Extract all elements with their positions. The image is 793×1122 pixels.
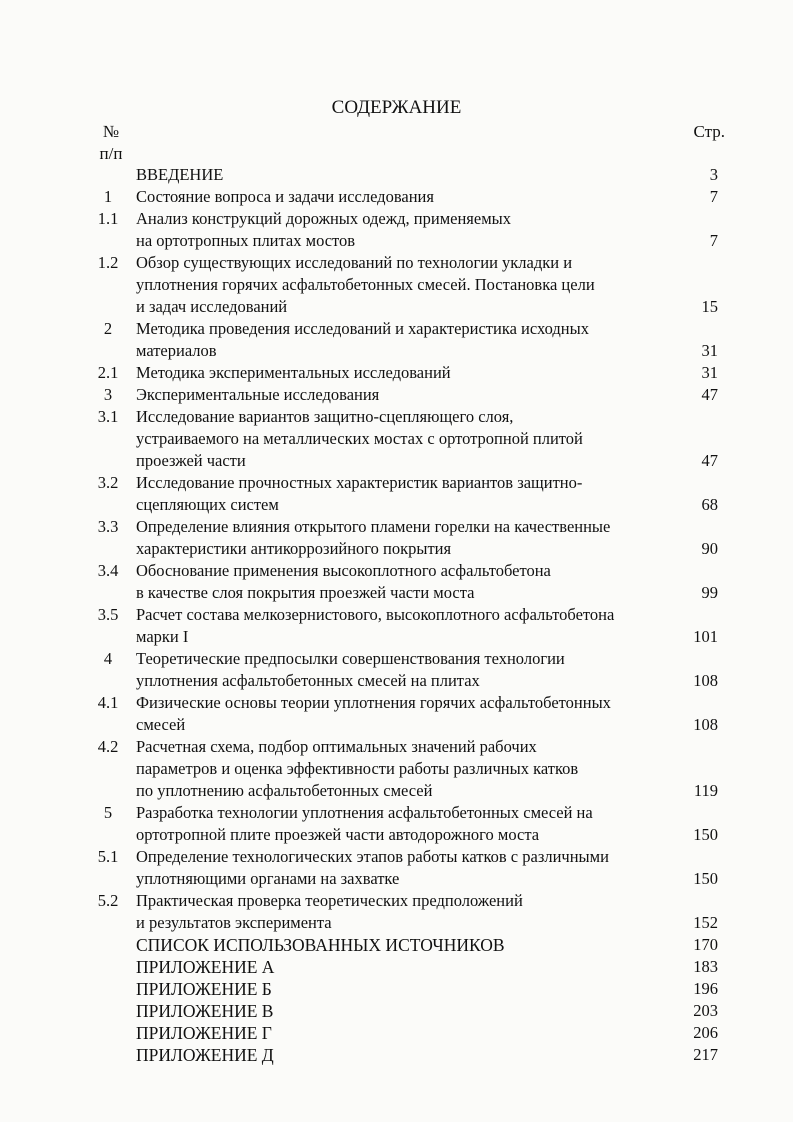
toc-entry-title-line: уплотнения асфальтобетонных смесей на плитах — [136, 671, 480, 690]
toc-entry-title-line: параметров и оценка эффективности работы различных катков — [136, 759, 579, 778]
toc-entry-title — [136, 164, 681, 186]
toc-entry-number: 5 — [103, 803, 113, 822]
toc-entry-page: 7 — [709, 187, 718, 206]
toc-entry-title-line: СПИСОК ИСПОЛЬЗОВАННЫХ ИСТОЧНИКОВ — [136, 935, 505, 955]
page-title: СОДЕРЖАНИЕ — [331, 97, 462, 118]
toc-entry-number: 3.5 — [97, 605, 119, 624]
toc-entry-title-line: Разработка технологии уплотнения асфальтобетонных смесей на — [136, 803, 593, 822]
toc-entry-title-line: характеристики антикоррозийного покрытия — [136, 539, 452, 558]
toc-entry-number: 2.1 — [97, 363, 119, 382]
toc-entry-page: 150 — [693, 825, 718, 844]
toc-entry-number: 4.2 — [97, 737, 119, 756]
toc-entry — [0, 1000, 793, 1022]
toc-entry-title — [136, 648, 681, 692]
toc-entry-title-line: ПРИЛОЖЕНИЕ В — [136, 1001, 274, 1021]
toc-entry — [0, 384, 793, 406]
toc-entry-title-line: на ортотропных плитах мостов — [136, 231, 356, 250]
toc-entry-number: 1 — [103, 187, 113, 206]
toc-entry-title — [136, 384, 681, 406]
toc-entry — [0, 318, 793, 362]
toc-entry-number: 4 — [103, 649, 113, 668]
toc-entry-title-line: Обзор существующих исследований по технологии укладки и — [136, 253, 573, 272]
toc-entry-title-line: Методика экспериментальных исследований — [136, 363, 451, 382]
toc-entry-title — [136, 406, 681, 472]
toc-entry-page: 3 — [709, 165, 718, 184]
toc-entry-page: 31 — [701, 363, 718, 382]
toc-entry-title — [136, 956, 681, 978]
column-header-number-line2: п/п — [99, 144, 123, 163]
toc-entry-page: 47 — [701, 385, 718, 404]
toc-entry-title — [136, 736, 681, 802]
toc-entry-page: 206 — [693, 1023, 718, 1042]
toc-entry-title — [136, 1044, 681, 1066]
column-header-number-line1: № — [102, 122, 120, 141]
toc-entry-number: 5.2 — [97, 891, 119, 910]
toc-entry-title — [136, 890, 681, 934]
toc-entry-title — [136, 1000, 681, 1022]
toc-entry-page: 108 — [693, 715, 718, 734]
column-header-page: Стр. — [693, 122, 725, 141]
toc-entry-title — [136, 604, 681, 648]
toc-entry — [0, 692, 793, 736]
toc-entry-title — [136, 472, 681, 516]
toc-entry-title-line: Теоретические предпосылки совершенствования технологии — [136, 649, 565, 668]
toc-entry-title-line: и результатов эксперимента — [136, 913, 332, 932]
toc-entry-title — [136, 934, 681, 956]
toc-entry-title-line: уплотняющими органами на захватке — [136, 869, 400, 888]
toc-entry — [0, 186, 793, 208]
toc-entry — [0, 648, 793, 692]
toc-entry-page: 99 — [701, 583, 718, 602]
toc-entry-page: 7 — [709, 231, 718, 250]
toc-entry-page: 101 — [693, 627, 718, 646]
toc-entry — [0, 164, 793, 186]
toc-entry-number: 5.1 — [97, 847, 119, 866]
toc-entry-title — [136, 516, 681, 560]
toc-entry — [0, 252, 793, 318]
toc-entry-title — [136, 1022, 681, 1044]
toc-entry-title-line: Определение влияния открытого пламени горелки на качественные — [136, 517, 611, 536]
toc-entry-page: 150 — [693, 869, 718, 888]
toc-entry-title-line: марки I — [136, 627, 189, 646]
toc-entry-number: 1.2 — [97, 253, 119, 272]
toc-entry-number: 3.1 — [97, 407, 119, 426]
toc-entry — [0, 604, 793, 648]
toc-entry-page: 196 — [693, 979, 718, 998]
toc-entry-page: 31 — [701, 341, 718, 360]
toc-entry-title-line: Расчет состава мелкозернистового, высокоплотного асфальтобетона — [136, 605, 615, 624]
toc-entry-title-line: Исследование вариантов защитно-сцепляющего слоя, — [136, 407, 514, 426]
toc-entry-title — [136, 560, 681, 604]
toc-entry-page: 47 — [701, 451, 718, 470]
toc-entry-title-line: Экспериментальные исследования — [136, 385, 380, 404]
toc-entry-title-line: и задач исследований — [136, 297, 288, 316]
toc-entry-title-line: проезжей части — [136, 451, 246, 470]
toc-entry-page: 170 — [693, 935, 718, 954]
toc-entry-title-line: Расчетная схема, подбор оптимальных значений рабочих — [136, 737, 537, 756]
toc-entry — [0, 736, 793, 802]
toc-entry-title — [136, 208, 681, 252]
toc-entry-number: 1.1 — [97, 209, 119, 228]
toc-entry-title-line: Исследование прочностных характеристик вариантов защитно- — [136, 473, 583, 492]
toc-entry — [0, 934, 793, 956]
toc-entry-title-line: ПРИЛОЖЕНИЕ Б — [136, 979, 272, 999]
toc-entry-title-line: Анализ конструкций дорожных одежд, применяемых — [136, 209, 511, 228]
toc-entry — [0, 208, 793, 252]
toc-entry — [0, 472, 793, 516]
toc-entry-title — [136, 802, 681, 846]
toc-entry-number: 3.3 — [97, 517, 119, 536]
toc-entry-title-line: Определение технологических этапов работы катков с различными — [136, 847, 609, 866]
toc-entry-title — [136, 978, 681, 1000]
toc-entry-number: 3.2 — [97, 473, 119, 492]
toc-entry-page: 68 — [701, 495, 718, 514]
toc-entry-title — [136, 362, 681, 384]
toc-entry-title-line: в качестве слоя покрытия проезжей части моста — [136, 583, 475, 602]
column-header-number — [94, 121, 128, 165]
toc-entry-page: 183 — [693, 957, 718, 976]
toc-entry — [0, 560, 793, 604]
toc-entry-title — [136, 318, 681, 362]
toc-entry-title-line: ПРИЛОЖЕНИЕ А — [136, 957, 275, 977]
toc-entry — [0, 362, 793, 384]
toc-entry-number: 2 — [103, 319, 113, 338]
toc-entry-title — [136, 186, 681, 208]
toc-entry-page: 203 — [693, 1001, 718, 1020]
toc-entry-title-line: Обоснование применения высокоплотного асфальтобетона — [136, 561, 551, 580]
toc-entry-title-line: материалов — [136, 341, 217, 360]
toc-entry-title-line: ортотропной плите проезжей части автодорожного моста — [136, 825, 540, 844]
toc-entry-title-line: ВВЕДЕНИЕ — [136, 165, 224, 184]
toc-entry-title-line: ПРИЛОЖЕНИЕ Д — [136, 1045, 274, 1065]
toc-entry-title-line: сцепляющих систем — [136, 495, 279, 514]
toc-entry-title-line: Состояние вопроса и задачи исследования — [136, 187, 434, 206]
toc-entry-title — [136, 846, 681, 890]
toc-entry — [0, 1022, 793, 1044]
toc-entry-page: 152 — [693, 913, 718, 932]
toc-entry — [0, 516, 793, 560]
toc-entry-number: 3 — [103, 385, 113, 404]
toc-entry-title-line: ПРИЛОЖЕНИЕ Г — [136, 1023, 272, 1043]
toc-entry — [0, 978, 793, 1000]
toc-entry — [0, 890, 793, 934]
toc-entry — [0, 802, 793, 846]
toc-entry — [0, 956, 793, 978]
toc-entry-title-line: Методика проведения исследований и характеристика исходных — [136, 319, 589, 338]
toc-entry-number: 3.4 — [97, 561, 119, 580]
toc-entry-title-line: по уплотнению асфальтобетонных смесей — [136, 781, 433, 800]
toc-entry-page: 119 — [693, 781, 718, 800]
toc-entry-title-line: Физические основы теории уплотнения горячих асфальтобетонных — [136, 693, 611, 712]
toc-entry-page: 90 — [701, 539, 718, 558]
toc-entry-title-line: устраиваемого на металлических мостах с ортотропной плитой — [136, 429, 583, 448]
toc-entry — [0, 406, 793, 472]
toc-entry-title-line: уплотнения горячих асфальтобетонных смесей. Постановка цели — [136, 275, 595, 294]
toc-entry-page: 217 — [693, 1045, 718, 1064]
toc-entry-page: 15 — [701, 297, 718, 316]
toc-entry — [0, 846, 793, 890]
toc-entry-number: 4.1 — [97, 693, 119, 712]
toc-entry-page: 108 — [693, 671, 718, 690]
toc-entry-title — [136, 692, 681, 736]
toc-entry-title — [136, 252, 681, 318]
table-of-contents — [0, 164, 793, 1066]
toc-entry-title-line: Практическая проверка теоретических предположений — [136, 891, 523, 910]
toc-entry-title-line: смесей — [136, 715, 186, 734]
toc-entry — [0, 1044, 793, 1066]
